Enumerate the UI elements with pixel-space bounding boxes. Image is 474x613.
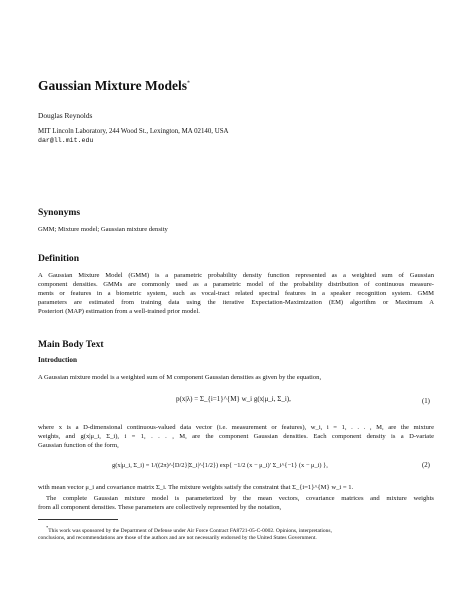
footnote-line: conclusions, and recommendations are those of the authors and are not necessarily endorsed by the United States Government. [38,535,317,542]
equation-2: g(x|μ_i, Σ_i) = 1/((2π)^{D/2}|Σ_i|^{1/2}) exp{ −1/2 (x − μ_i)′ Σ_i^{−1} (x − μ_i) }, [112,462,328,469]
definition-line: parameters are estimated from training data using the iterative Expectation-Maximization (EM) algorithm or Maximum A [38,299,434,306]
paragraph-line: weights, and g(x|μ_i, Σ_i), i = 1, . . . , M, are the component Gaussian densities. Each component density is a D-variate [38,433,434,440]
author-affiliation: MIT Lincoln Laboratory, 244 Wood St., Lexington, MA 02140, USA [38,128,229,135]
footnote-mark: * [46,525,49,530]
footnote-line [38,524,434,535]
equation-1: p(x|λ) = Σ_{i=1}^{M} w_i g(x|μ_i, Σ_i), [176,395,291,403]
paragraph-line: from all component densities. These parameters are collectively represented by the notation, [38,504,282,511]
equation-1-number: (1) [422,398,430,405]
paper-title [38,78,190,94]
main-body-heading: Main Body Text [38,339,104,350]
mixture-constraint-sentence: with mean vector μ_i and covariance matrix Σ_i. The mixture weights satisfy the constraint that Σ_{i=1}^{M} w_i = 1. [38,484,354,491]
title-footnote-mark: * [187,80,191,87]
footnote-text: This work was sponsored by the Department of Defense under Air Force Contract FA8721-05-C-0002. Opinions, interpretations, [48,527,332,534]
component-density-paragraph [38,423,434,450]
intro-sentence: A Gaussian mixture model is a weighted sum of M component Gaussian densities as given by the equation, [38,374,322,381]
title-text: Gaussian Mixture Models [38,78,188,93]
synonyms-text: GMM; Mixture model; Gaussian mixture density [38,226,168,233]
definition-line: component densities. GMMs are commonly used as a parametric model of the probability distribution of continuous measure- [38,281,434,288]
footnote-rule [38,519,118,520]
introduction-heading: Introduction [38,356,78,364]
definition-line: A Gaussian Mixture Model (GMM) is a parametric probability density function represented as a weighted sum of Gaussian [38,272,434,279]
paragraph-line: Gaussian function of the form, [38,442,119,449]
paragraph-line: where x is a D-dimensional continuous-valued data vector (i.e. measurement or features), w_i, i = 1, . . . , M, are the mixture [38,424,434,431]
author-email[interactable]: dar@ll.mit.edu [38,137,94,144]
footnote [38,524,434,543]
author-name: Douglas Reynolds [38,111,93,120]
definition-paragraph [38,271,434,316]
paragraph-line: The complete Gaussian mixture model is parameterized by the mean vectors, covariance matrices and mixture weights [46,495,434,502]
equation-2-number: (2) [422,462,430,469]
parameterization-paragraph [38,494,434,512]
definition-line: ments or features in a biometric system, such as vocal-tract related spectral features in a speaker recognition system. GMM [38,290,434,297]
definition-line: Posteriori (MAP) estimation from a well-trained prior model. [38,308,200,315]
synonyms-heading: Synonyms [38,207,81,218]
definition-heading: Definition [38,253,80,264]
